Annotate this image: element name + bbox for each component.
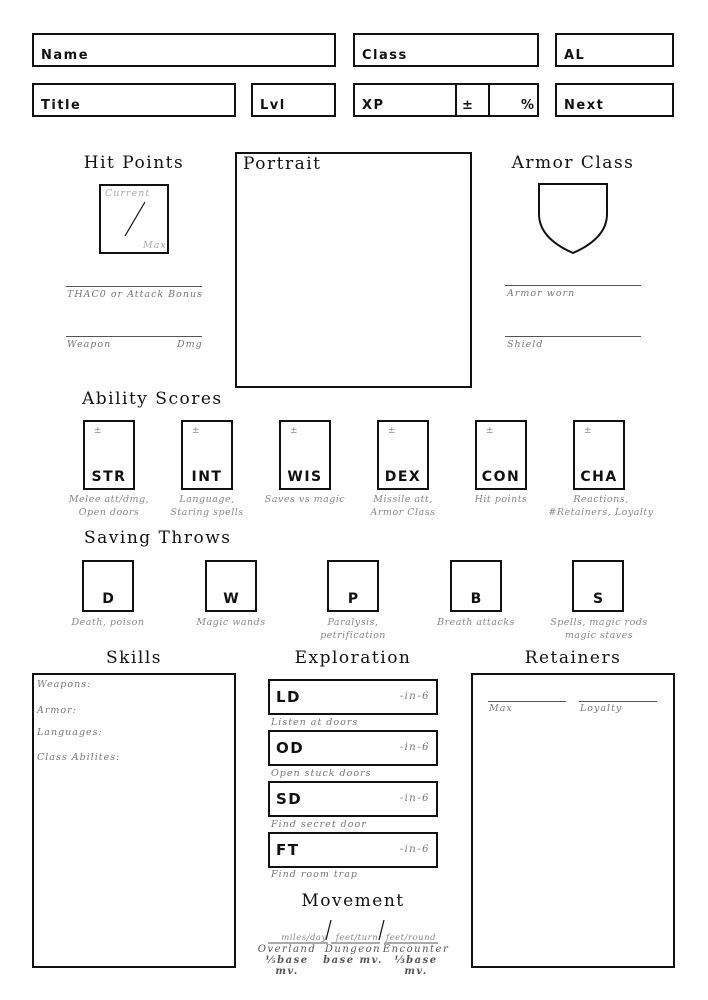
retainers-max-label[interactable]: Max	[489, 703, 513, 714]
save-code: P	[347, 591, 359, 607]
save-death-box[interactable]	[82, 560, 134, 612]
movement-dungeon-label: Dungeon base mv.	[323, 944, 383, 966]
shield-icon[interactable]	[537, 182, 609, 256]
next-label: Next	[564, 98, 605, 113]
ability-code: CHA	[580, 469, 618, 485]
class-label: Class	[362, 48, 408, 63]
ability-dex-box[interactable]	[377, 420, 429, 490]
save-spells-desc: Spells, magic rods magic staves	[550, 617, 648, 641]
movement-overland-label: Overland ⅕base mv.	[257, 944, 317, 977]
exploration-code: SD	[276, 790, 303, 808]
ability-int-box[interactable]	[181, 420, 233, 490]
level-field[interactable]	[251, 83, 336, 117]
ability-int-desc: Language, Staring spells	[170, 494, 244, 518]
exploration-heading: Exploration	[294, 648, 412, 668]
shield-label[interactable]: Shield	[507, 339, 544, 350]
movement-heading: Movement	[301, 891, 405, 911]
xp-divider	[488, 85, 490, 115]
thac0-line	[66, 286, 202, 287]
weapon-line	[66, 336, 202, 337]
exploration-secret-box[interactable]	[268, 781, 438, 817]
ability-modifier-label: ±	[388, 426, 396, 436]
save-death-desc: Death, poison	[71, 617, 145, 628]
exploration-secret-desc: Find secret door	[271, 819, 367, 830]
movement-dungeon-unit[interactable]: feet/turn	[335, 933, 379, 943]
save-code: W	[223, 591, 239, 607]
save-paralysis-desc: Paralysis, petrification	[320, 617, 386, 641]
alignment-field[interactable]	[555, 33, 674, 67]
ability-cha-box[interactable]	[573, 420, 625, 490]
dmg-label[interactable]: Dmg	[177, 339, 203, 350]
exploration-code: FT	[276, 841, 300, 859]
al-label: AL	[564, 48, 586, 63]
ability-con-desc: Hit points	[474, 494, 528, 505]
retainers-heading: Retainers	[524, 648, 622, 668]
save-wands-desc: Magic wands	[196, 617, 266, 628]
exploration-doors-desc: Open stuck doors	[271, 768, 372, 779]
save-wands-box[interactable]	[205, 560, 257, 612]
exploration-code: OD	[276, 739, 305, 757]
save-code: B	[470, 591, 482, 607]
hp-current-label: Current	[105, 188, 151, 199]
ability-cha-desc: Reactions, #Retainers, Loyalty	[548, 494, 654, 518]
portrait-heading: Portrait	[243, 154, 322, 174]
lvl-label: Lvl	[260, 98, 286, 113]
save-paralysis-box[interactable]	[327, 560, 379, 612]
skills-weapons-label: Weapons:	[37, 679, 92, 690]
exploration-listen-desc: Listen at doors	[271, 717, 359, 728]
armor-worn-label[interactable]: Armor worn	[507, 288, 576, 299]
saving-throws-heading: Saving Throws	[84, 528, 232, 548]
exploration-trap-box[interactable]	[268, 832, 438, 868]
xp-divider	[455, 85, 457, 115]
exploration-suffix: -in-6	[399, 793, 430, 804]
exploration-doors-box[interactable]	[268, 730, 438, 766]
save-breath-desc: Breath attacks	[437, 617, 515, 628]
next-field[interactable]	[555, 83, 674, 117]
thac0-label[interactable]: THAC0 or Attack Bonus	[67, 289, 203, 300]
portrait-box[interactable]	[235, 152, 472, 388]
skills-armor-label: Armor:	[37, 705, 77, 716]
xp-label: XP	[362, 98, 385, 113]
xp-percent-label: %	[521, 98, 536, 113]
retainers-loyalty-label[interactable]: Loyalty	[580, 703, 623, 714]
ability-modifier-label: ±	[584, 426, 592, 436]
ability-con-box[interactable]	[475, 420, 527, 490]
ability-wis-box[interactable]	[279, 420, 331, 490]
skills-languages-label: Languages:	[37, 727, 103, 738]
ability-scores-heading: Ability Scores	[82, 389, 223, 409]
ability-wis-desc: Saves vs magic	[264, 494, 346, 505]
title-field[interactable]	[32, 83, 236, 117]
retainers-loyalty-line	[579, 701, 657, 702]
skills-class-abilities-label: Class Abilites:	[37, 752, 121, 763]
ability-str-box[interactable]	[83, 420, 135, 490]
retainers-max-line	[488, 701, 566, 702]
ability-modifier-label: ±	[192, 426, 200, 436]
hit-points-heading: Hit Points	[83, 153, 185, 173]
save-code: D	[102, 591, 114, 607]
hit-points-box[interactable]	[99, 184, 169, 254]
movement-encounter-label: Encounter ⅓base mv.	[382, 944, 450, 977]
exploration-suffix: -in-6	[399, 844, 430, 855]
ability-code: STR	[91, 469, 127, 485]
save-code: S	[592, 591, 604, 607]
xp-field[interactable]	[353, 83, 539, 117]
retainers-box[interactable]	[471, 673, 675, 968]
exploration-suffix: -in-6	[399, 742, 430, 753]
skills-box[interactable]	[32, 673, 236, 968]
armor-worn-line	[505, 285, 641, 286]
hp-max-label: Max	[143, 240, 167, 251]
ability-modifier-label: ±	[486, 426, 494, 436]
exploration-trap-desc: Find room trap	[271, 869, 358, 880]
title-label: Title	[41, 98, 82, 113]
ability-modifier-label: ±	[290, 426, 298, 436]
ability-code: WIS	[287, 469, 323, 485]
exploration-suffix: -in-6	[399, 691, 430, 702]
save-spells-box[interactable]	[572, 560, 624, 612]
exploration-listen-box[interactable]	[268, 679, 438, 715]
shield-line	[505, 336, 641, 337]
ability-str-desc: Melee att/dmg, Open doors	[68, 494, 150, 518]
armor-class-heading: Armor Class	[511, 153, 635, 173]
skills-heading: Skills	[106, 648, 162, 668]
movement-encounter-unit[interactable]: feet/round	[385, 933, 437, 943]
class-field[interactable]	[353, 33, 539, 67]
weapon-label[interactable]: Weapon	[67, 339, 112, 350]
xp-bonus-label: ±	[462, 98, 475, 113]
ability-modifier-label: ±	[94, 426, 102, 436]
save-breath-box[interactable]	[450, 560, 502, 612]
name-label: Name	[41, 48, 90, 63]
ability-dex-desc: Missile att, Armor Class	[370, 494, 436, 518]
ability-code: INT	[191, 469, 223, 485]
movement-overland-unit[interactable]: miles/day	[281, 933, 327, 943]
name-field[interactable]	[32, 33, 336, 67]
exploration-code: LD	[276, 688, 302, 706]
ability-code: CON	[481, 469, 521, 485]
ability-code: DEX	[384, 469, 422, 485]
